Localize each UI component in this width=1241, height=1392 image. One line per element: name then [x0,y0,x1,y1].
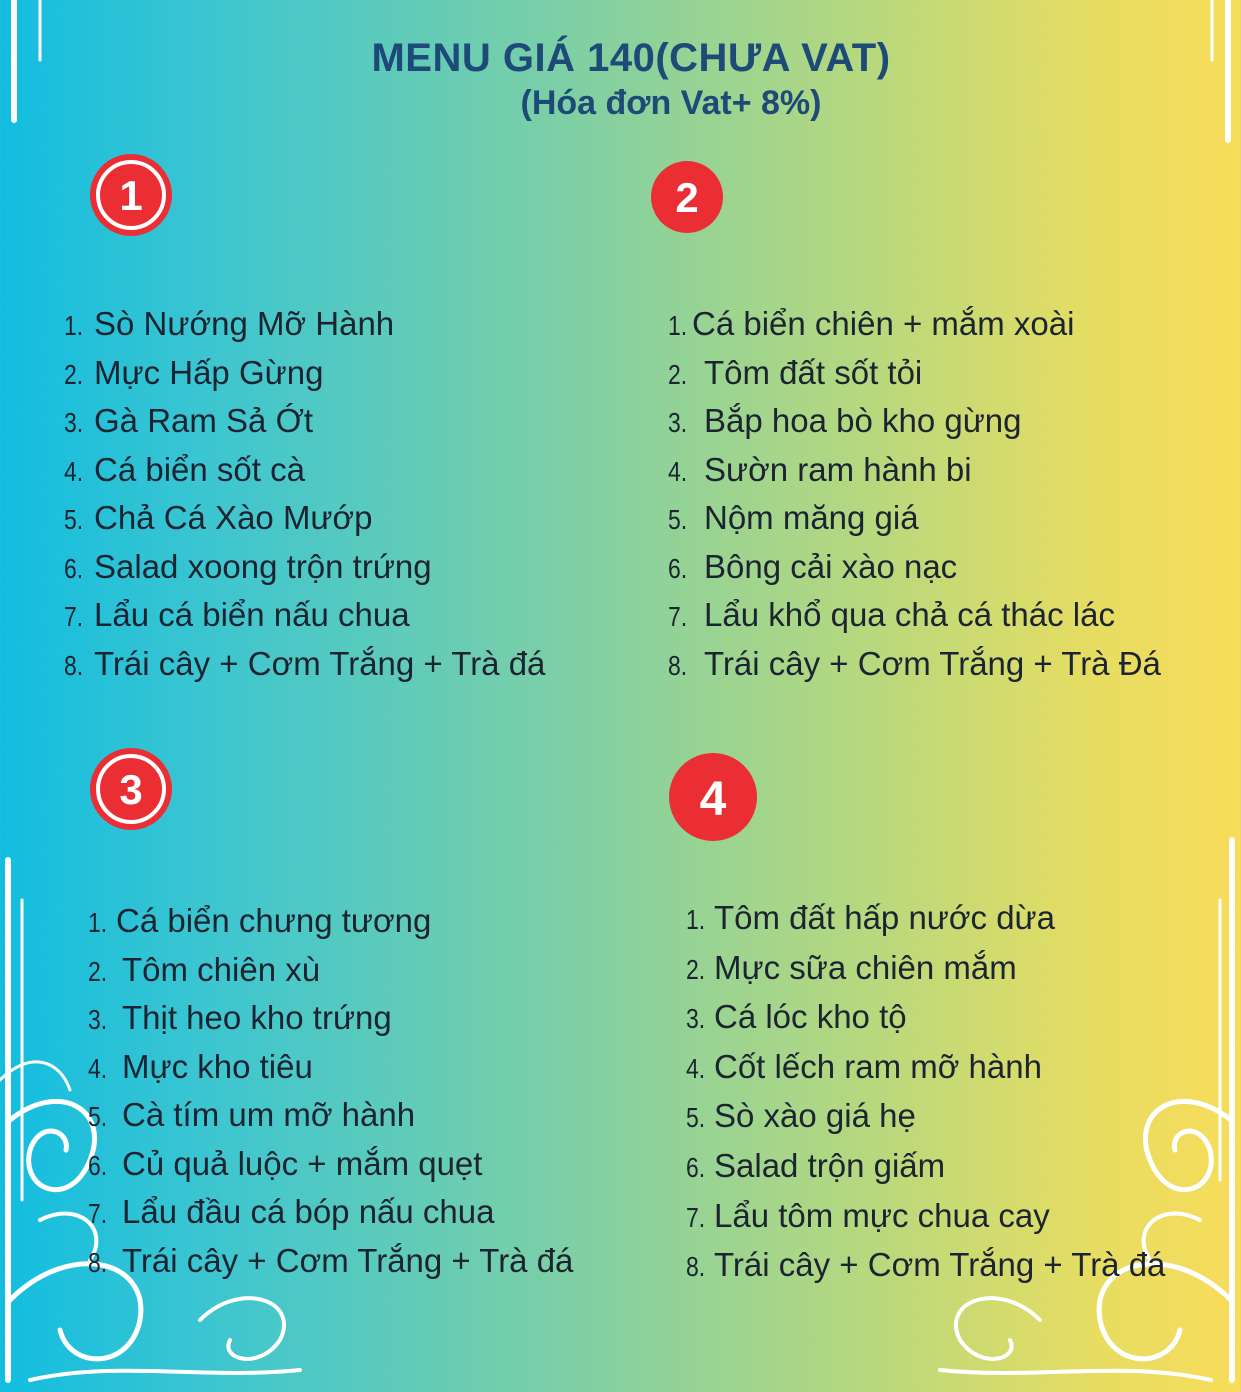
item-number: 7. [64,601,84,632]
dish-name: Mực kho tiêu [122,1047,313,1085]
list-item [686,893,1165,943]
menu-4-number: 4 [699,773,727,826]
dish-name: Cốt lếch ram mỡ hành [714,1047,1042,1085]
list-item [88,946,573,995]
dish-name: Cà tím um mỡ hành [122,1096,416,1133]
menu-2-number: 2 [675,174,699,221]
dish-name: Cá biển chiên + mắm xoài [692,305,1075,342]
list-item [64,543,545,592]
list-item [64,494,545,543]
item-number: 7. [88,1198,108,1229]
item-number: 6. [64,552,84,584]
menu-3-number: 3 [119,766,143,813]
page-title: MENU GIÁ 140(CHƯA VAT) [371,36,891,80]
dish-name: Trái cây + Cơm Trắng + Trà đá [94,644,546,682]
item-number: 6. [668,552,688,584]
dish-name: Bắp hoa bò kho gừng [704,402,1022,439]
item-number: 4. [88,1052,108,1084]
list-item [88,1091,573,1140]
dish-name: Gà Ram Sả Ớt [94,402,314,439]
item-number: 1. [668,310,688,341]
dish-name: Bông cải xào nạc [704,547,958,585]
list-item [686,1240,1165,1290]
list-item [668,640,1161,689]
dish-name: Trái cây + Cơm Trắng + Trà Đá [704,644,1161,682]
menu-1-number: 1 [119,172,143,219]
dish-name: Tôm đất hấp nước dừa [714,899,1055,936]
dish-name: Salad xoong trộn trứng [94,547,432,585]
list-item [88,994,573,1043]
dish-name: Sò Nướng Mỡ Hành [94,305,395,342]
list-item [686,1191,1165,1241]
list-item [64,640,545,689]
item-number: 3. [686,1003,706,1035]
dish-name: Lẩu đầu cá bóp nấu chua [122,1193,495,1230]
list-item [668,397,1161,446]
dish-name: Sườn ram hành bi [704,450,972,488]
menu-2-number-badge [650,160,724,234]
dish-name: Cá lóc kho tộ [714,998,907,1036]
list-item [668,446,1161,495]
menu-2-list [668,300,1161,688]
item-number: 8. [64,649,84,681]
dish-name: Lẩu cá biển nấu chua [94,596,410,633]
list-item [88,1043,573,1092]
list-item [64,446,545,495]
list-item [64,300,545,349]
dish-name: Trái cây + Cơm Trắng + Trà đá [714,1246,1166,1284]
item-number: 5. [88,1101,108,1132]
item-number: 8. [686,1251,706,1283]
dish-name: Tôm đất sốt tỏi [704,353,923,391]
list-item [686,1042,1165,1092]
item-number: 4. [64,455,84,487]
dish-name: Củ quả luộc + mắm quẹt [122,1144,483,1182]
list-item [668,349,1161,398]
dish-name: Salad trộn giấm [714,1146,946,1184]
list-item [668,591,1161,640]
item-number: 4. [668,455,688,487]
item-number: 3. [668,407,688,438]
menu-1-list [64,300,545,688]
item-number: 6. [88,1149,108,1181]
list-item [88,897,573,946]
list-item [88,1237,573,1286]
dish-name: Chả Cá Xào Mướp [94,499,373,536]
dish-name: Lẩu khổ qua chả cá thác lác [704,596,1115,633]
item-number: 6. [686,1151,706,1183]
menu-4-number-badge [668,752,758,842]
item-number: 8. [88,1246,108,1278]
menu-3-list [88,897,573,1285]
list-item [88,1140,573,1189]
list-item [64,397,545,446]
item-number: 5. [668,504,688,535]
dish-name: Tôm chiên xù [122,950,321,988]
dish-name: Trái cây + Cơm Trắng + Trà đá [122,1241,574,1279]
menu-4-list [686,893,1165,1290]
dish-name: Sò xào giá hẹ [714,1097,916,1135]
page-subtitle: (Hóa đơn Vat+ 8%) [520,84,822,122]
dish-name: Cá biển sốt cà [94,450,305,488]
list-item [686,992,1165,1042]
list-item [668,494,1161,543]
list-item [88,1188,573,1237]
list-item [668,300,1161,349]
list-item [64,349,545,398]
item-number: 7. [668,601,688,632]
list-item [64,591,545,640]
item-number: 8. [668,649,688,681]
dish-name: Thịt heo kho trứng [122,999,392,1036]
item-number: 2. [88,955,108,987]
item-number: 2. [668,358,688,390]
dish-name: Lẩu tôm mực chua cay [714,1196,1050,1234]
list-item [686,1141,1165,1191]
item-number: 1. [686,904,706,935]
item-number: 1. [88,907,108,938]
item-number: 3. [88,1004,108,1035]
list-item [686,943,1165,993]
list-item [686,1091,1165,1141]
item-number: 4. [686,1052,706,1084]
item-number: 2. [686,953,706,985]
item-number: 3. [64,407,84,438]
item-number: 1. [64,310,84,341]
dish-name: Nộm măng giá [704,499,919,536]
dish-name: Cá biển chưng tương [116,902,432,939]
menu-1-number-badge [88,152,174,238]
item-number: 7. [686,1201,706,1233]
dish-name: Mực sữa chiên mắm [714,948,1017,986]
menu-3-number-badge [88,746,174,832]
item-number: 2. [64,358,84,390]
dish-name: Mực Hấp Gừng [94,353,324,391]
list-item [668,543,1161,592]
item-number: 5. [64,504,84,535]
item-number: 5. [686,1102,706,1134]
